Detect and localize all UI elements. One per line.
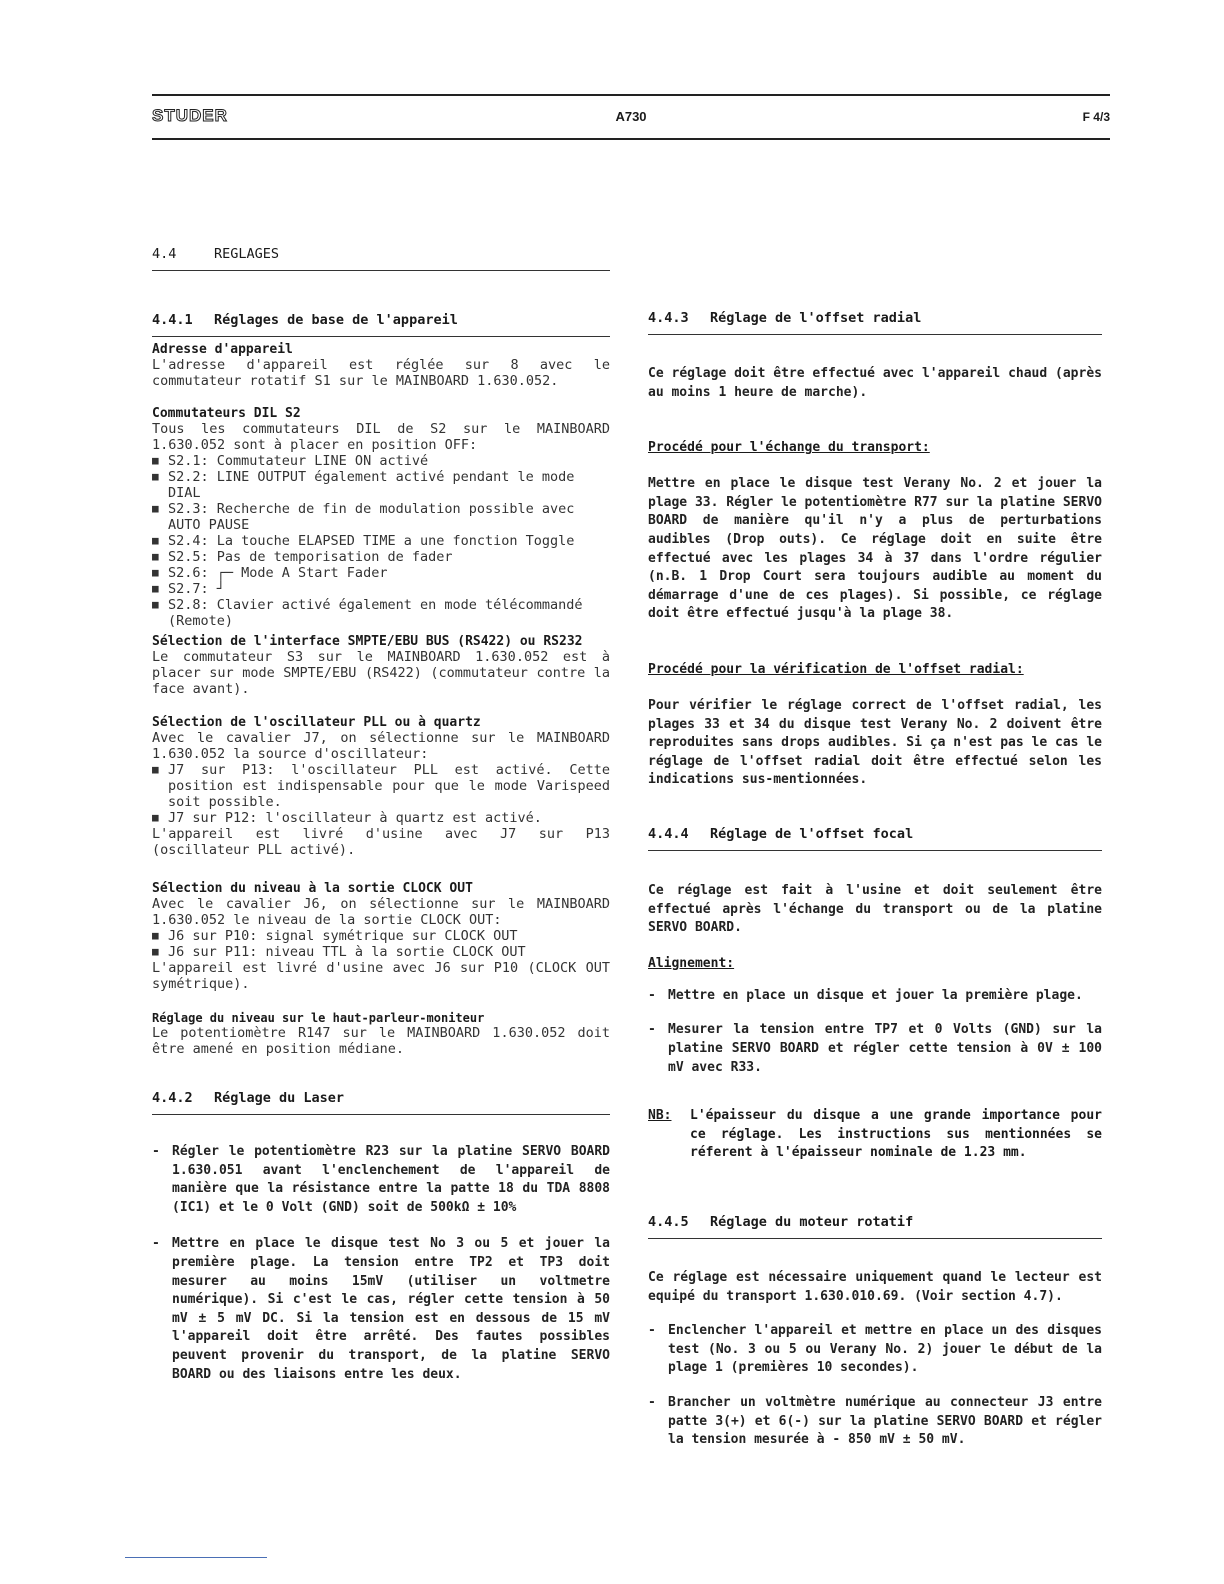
list-item: ■ S2.7: ┘ (152, 581, 610, 597)
list-item: ■ S2.8: Clavier activé également en mode télécommandé (Remote) (152, 597, 610, 629)
dil-list (152, 453, 610, 629)
section-4-4 (152, 246, 610, 271)
page-number: F 4/3 (1082, 110, 1110, 124)
model-label: A730 (615, 109, 647, 124)
adresse-block (152, 342, 610, 389)
list-item: ■ S2.2: LINE OUTPUT également activé pendant le mode DIAL (152, 469, 610, 501)
paragraph: L'appareil est livré d'usine avec J6 sur P10 (CLOCK OUT symétrique). (152, 960, 610, 992)
paragraph: Ce réglage doit être effectué avec l'appareil chaud (après au moins 1 heure de marche). (648, 366, 1102, 400)
section-heading: 4.4.1 Réglages de base de l'appareil (152, 312, 610, 337)
subheading: Sélection de l'interface SMPTE/EBU BUS (RS422) ou RS232 (152, 634, 583, 649)
studer-logo: STUDER (152, 106, 228, 125)
smpte-block (152, 634, 610, 697)
paragraph: Pour vérifier le réglage correct de l'offset radial, les plages 33 et 34 du disque test Verany No. 2 doivent être reproduites sans drops audibles. Si ça n'est pas le cas le réglage de l'offset radial doit être effectué selon les indications sus-mentionnées. (648, 697, 1102, 788)
moteur-block (648, 1269, 1102, 1450)
list-item: ■ J7 sur P12: l'oscillateur à quartz est activé. (152, 810, 610, 826)
dil-block (152, 406, 610, 629)
paragraph: L'appareil est livré d'usine avec J7 sur P13 (oscillateur PLL activé). (152, 826, 610, 858)
section-heading: 4.4 REGLAGES (152, 246, 610, 271)
pll-block (152, 715, 610, 858)
list-item: - Enclencher l'appareil et mettre en place un des disques test (No. 3 ou 5 ou Verany No. 2) jouer le début de la plage 1 (premières 10 secondes). (648, 1322, 1102, 1378)
paragraph: L'adresse d'appareil est réglée sur 8 avec le commutateur rotatif S1 sur le MAINBOARD 1.630.052. (152, 357, 610, 389)
subheading: Commutateurs DIL S2 (152, 406, 301, 421)
list-item: ■ S2.1: Commutateur LINE ON activé (152, 453, 610, 469)
section-heading: 4.4.3 Réglage de l'offset radial (648, 310, 1102, 335)
subheading: Adresse d'appareil (152, 342, 293, 357)
subheading: Sélection de l'oscillateur PLL ou à quartz (152, 715, 481, 730)
list-item: - Mettre en place le disque test No 3 ou 5 et jouer la première plage. La tension entre TP2 et TP3 doit mesurer au moins 15mV (utiliser un voltmetre numérique). Si c'est le cas, régler cette tension à 50 mV ± 5 mV DC. Si la tension est en dessous de 15 mV l'appareil doit être arrêté. Des fautes possibles peuvent provenir du transport, de la platine SERVO BOARD ou des liaisons entre les deux. (152, 1235, 610, 1384)
list-item: ■ S2.5: Pas de temporisation de fader (152, 549, 610, 565)
paragraph: Tous les commutateurs DIL de S2 sur le MAINBOARD 1.630.052 sont à placer en position OFF: (152, 421, 610, 453)
offset-focal-block (648, 882, 1102, 1163)
note-text: L'épaisseur du disque a une grande importance pour ce réglage. Les instructions sus mentionnées se réferent à l'épaisseur nominale de 1.23 mm. (690, 1108, 1102, 1161)
section-heading: 4.4.2 Réglage du Laser (152, 1090, 610, 1115)
paragraph: Avec le cavalier J6, on sélectionne sur le MAINBOARD 1.630.052 le niveau de la sortie CLOCK OUT: (152, 896, 610, 928)
paragraph: Avec le cavalier J7, on sélectionne sur le MAINBOARD 1.630.052 la source d'oscillateur: (152, 730, 610, 762)
list-item: ■ J6 sur P10: signal symétrique sur CLOCK OUT (152, 928, 610, 944)
offset-radial-block (648, 365, 1102, 790)
section-heading: 4.4.5 Réglage du moteur rotatif (648, 1214, 1102, 1239)
section-4-4-4 (648, 826, 1102, 851)
list-item: ■ S2.6: ┌─ Mode A Start Fader (152, 565, 610, 581)
paragraph: Ce réglage est nécessaire uniquement quand le lecteur est equipé du transport 1.630.010.69. (Voir section 4.7). (648, 1270, 1102, 1304)
subheading: Sélection du niveau à la sortie CLOCK OUT (152, 881, 473, 896)
section-4-4-5 (648, 1214, 1102, 1239)
section-heading: 4.4.4 Réglage de l'offset focal (648, 826, 1102, 851)
underlined-heading: Procédé pour l'échange du transport: (648, 440, 930, 456)
subheading: Réglage du niveau sur le haut-parleur-moniteur (152, 1011, 485, 1025)
page-header (152, 94, 1110, 140)
paragraph: Le potentiomètre R147 sur le MAINBOARD 1.630.052 doit être amené en position médiane. (152, 1025, 610, 1057)
paragraph: Ce réglage est fait à l'usine et doit seulement être effectué après l'échange du transport ou de la platine SERVO BOARD. (648, 883, 1102, 936)
section-4-4-1 (152, 312, 610, 337)
paragraph: Le commutateur S3 sur le MAINBOARD 1.630.052 est à placer sur mode SMPTE/EBU (RS422) (commutateur contre la face avant). (152, 649, 610, 697)
list-item: - Régler le potentiomètre R23 sur la platine SERVO BOARD 1.630.051 avant l'enclenchement de l'appareil de manière que la résistance entre la patte 18 du TDA 8808 (IC1) et le 0 Volt (GND) soit de 500kΩ ± 10% (152, 1143, 610, 1217)
laser-list (152, 1143, 610, 1384)
note-label: NB: (648, 1108, 672, 1124)
hp-block (152, 1011, 610, 1057)
list-item: - Brancher un voltmètre numérique au connecteur J3 entre patte 3(+) et 6(-) sur la platine SERVO BOARD et régler la tension mesurée à - 850 mV ± 50 mV. (648, 1394, 1102, 1450)
note-block (648, 1107, 1102, 1163)
underlined-heading: Procédé pour la vérification de l'offset radial: (648, 661, 1024, 677)
list-item: ■ S2.3: Recherche de fin de modulation possible avec AUTO PAUSE (152, 501, 610, 533)
list-item: - Mettre en place un disque et jouer la première plage. (648, 987, 1102, 1006)
underlined-heading: Alignement: (648, 955, 735, 971)
list-item: ■ J6 sur P11: niveau TTL à la sortie CLOCK OUT (152, 944, 610, 960)
list-item: ■ J7 sur P13: l'oscillateur PLL est activé. Cette position est indispensable pour que le mode Varispeed soit possible. (152, 762, 610, 810)
section-4-4-2 (152, 1090, 610, 1115)
pll-list (152, 762, 610, 826)
section-4-4-3 (648, 310, 1102, 335)
paragraph: Mettre en place le disque test Verany No. 2 et jouer la plage 33. Régler le potentiomètre R77 sur la platine SERVO BOARD de manière qu'il n'y a plus de perturbations audibles (Drop outs). Ce réglage doit en suite être effectué avec les plages 34 à 37 dans l'ordre régulier (n.B. 1 Drop Court sera toujours audible au moment du démarrage d'une de ces plages). Si possible, ce réglage doit être effectué jusqu'à la plage 38. (648, 476, 1102, 622)
footer-rule (125, 1557, 267, 1558)
list-item: - Mesurer la tension entre TP7 et 0 Volts (GND) sur la platine SERVO BOARD et régler cette tension à 0V ± 100 mV avec R33. (648, 1021, 1102, 1077)
clock-list (152, 928, 610, 960)
list-item: ■ S2.4: La touche ELAPSED TIME a une fonction Toggle (152, 533, 610, 549)
clock-block (152, 881, 610, 992)
